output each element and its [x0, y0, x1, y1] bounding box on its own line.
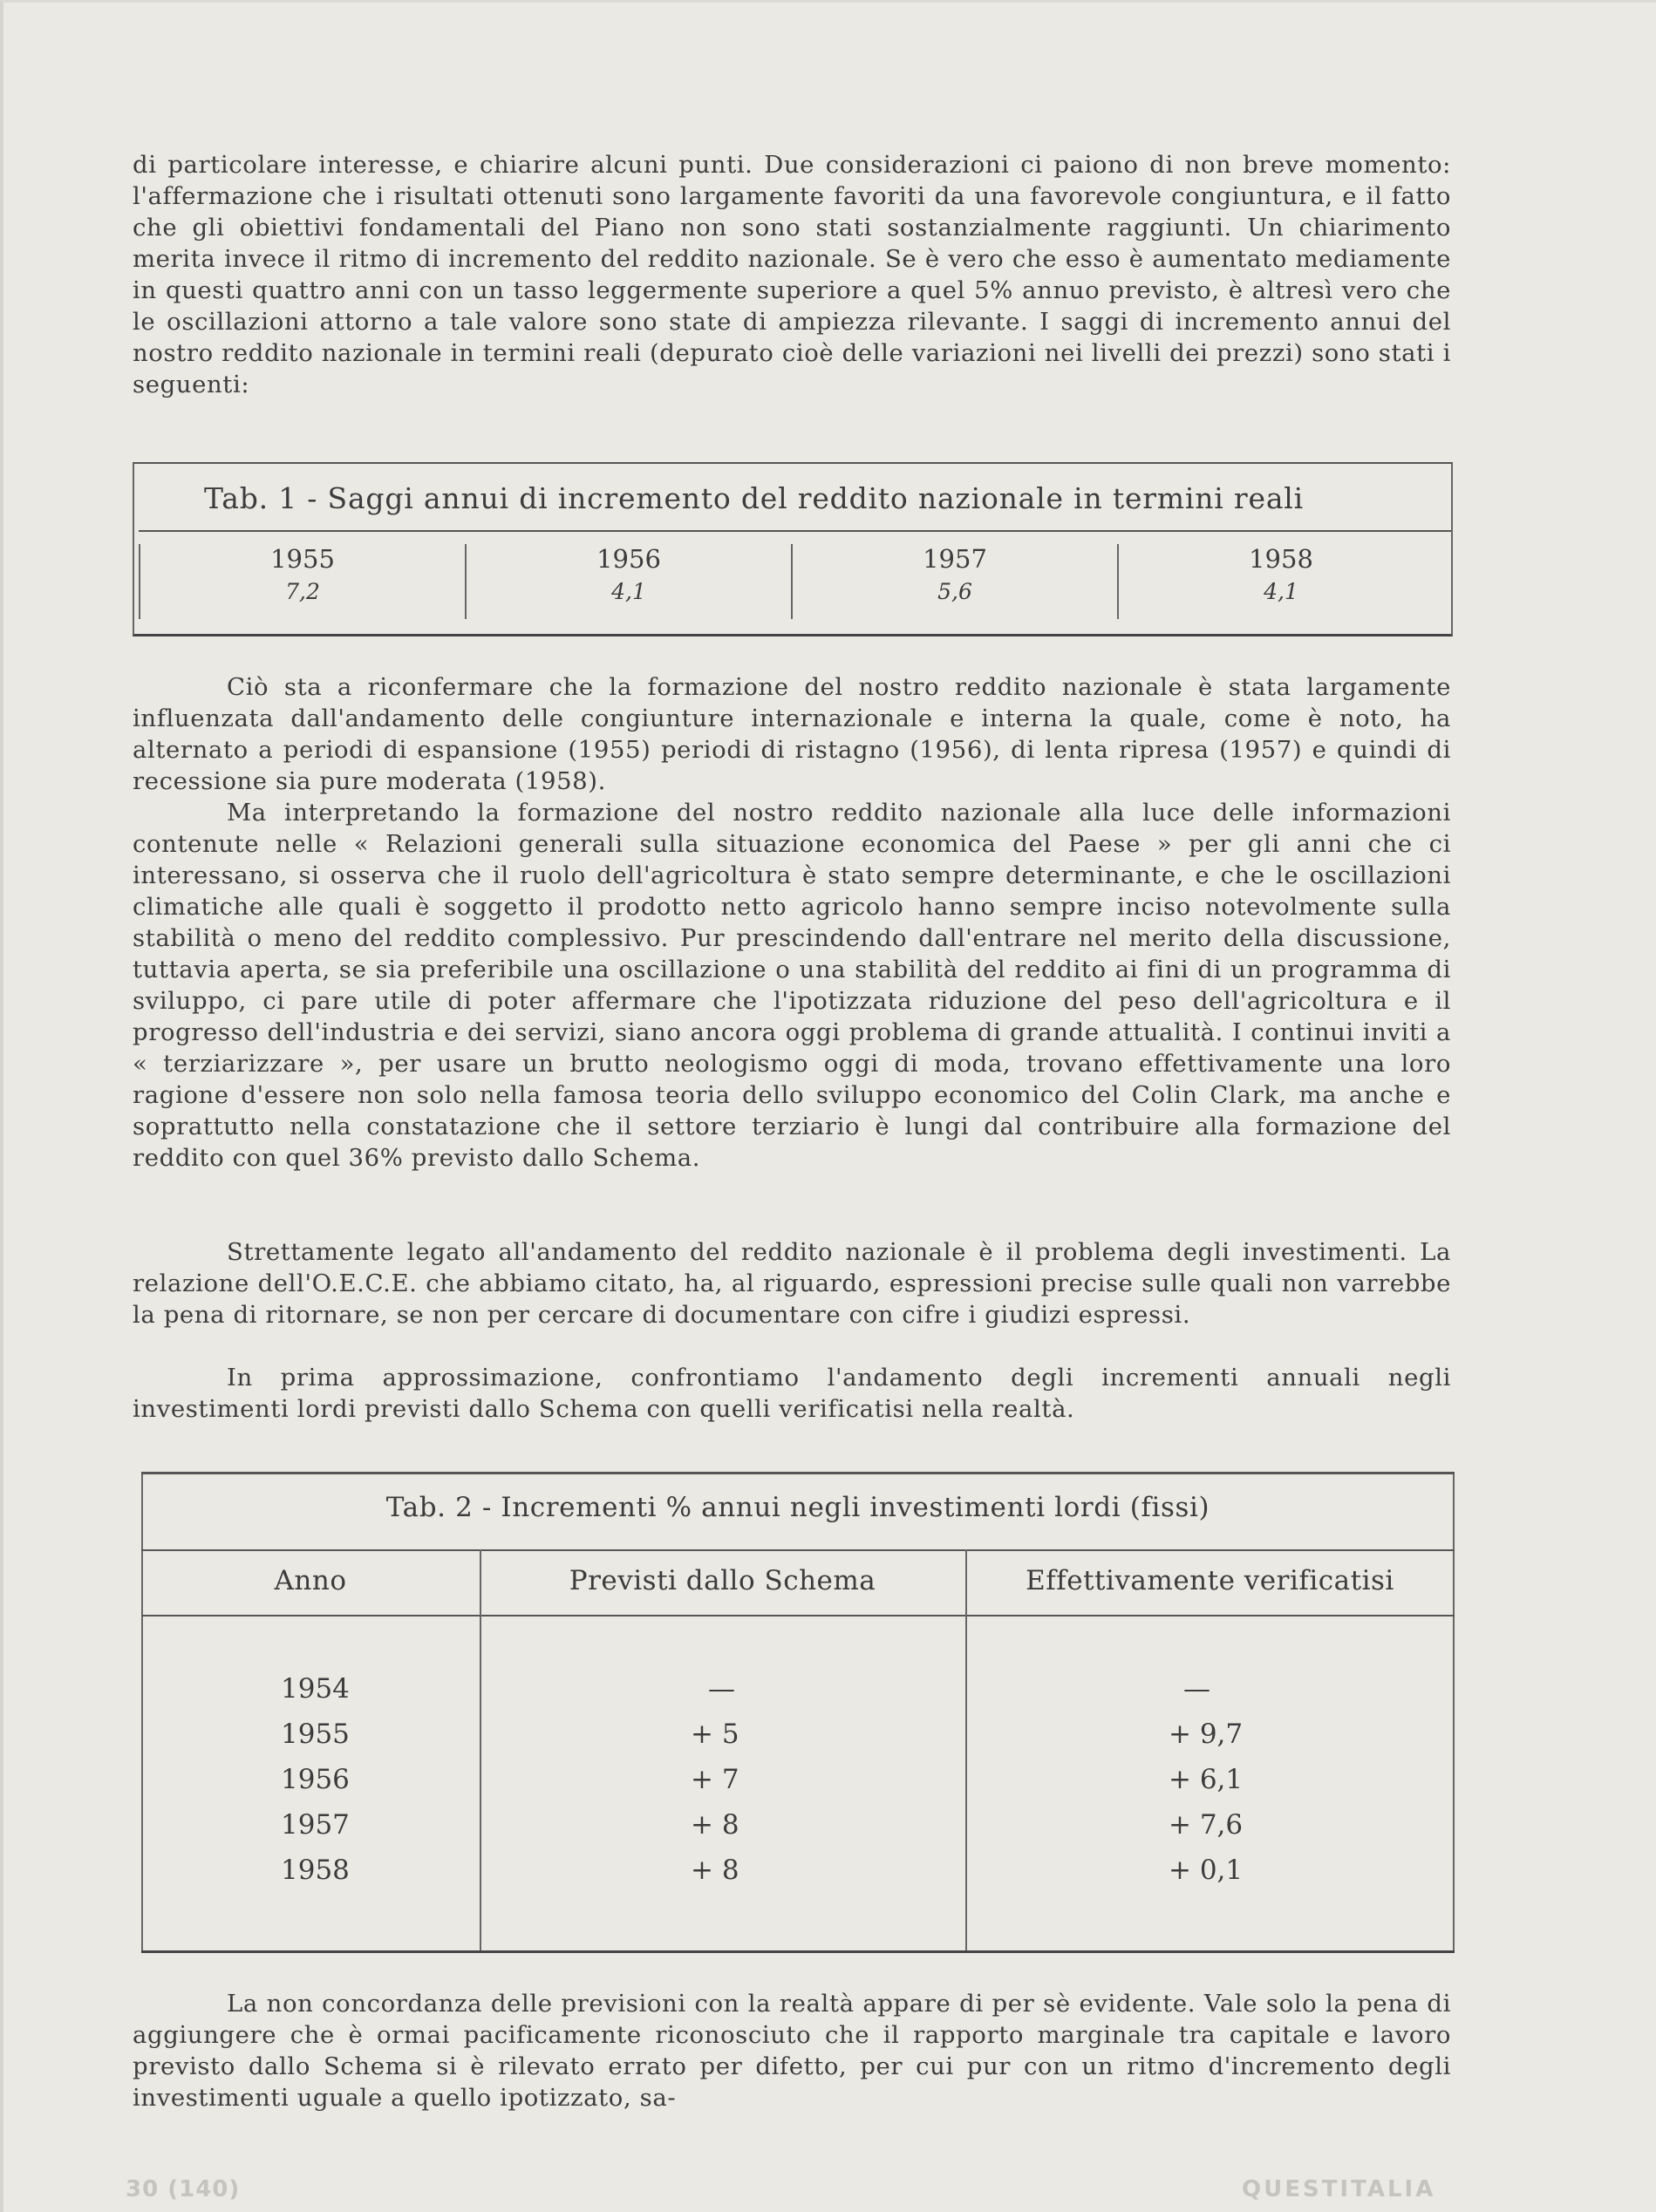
table-1: [133, 462, 1453, 636]
table-2-year: 1956: [281, 1764, 350, 1795]
table-2-effettivi: —: [1183, 1673, 1210, 1705]
publication-name: QUESTITALIA: [1242, 2176, 1436, 2202]
table-2: [141, 1472, 1455, 1953]
table-2-previsti: + 7: [691, 1764, 739, 1795]
table-1-value: 4,1: [1264, 579, 1298, 604]
table-1-title: Tab. 1 - Saggi annui di incremento del reddito nazionale in termini reali: [204, 481, 1305, 515]
table-1-value: 7,2: [285, 579, 320, 604]
table-1-divider: [139, 530, 1451, 532]
body-paragraph: In prima approssimazione, confrontiamo l'andamento degli incrementi annuali negli investimenti lordi previsti dallo Schema con quelli verificatisi nella realtà.: [133, 1364, 1451, 1423]
table-2-effettivi: + 6,1: [1169, 1764, 1244, 1795]
table-2-previsti: + 8: [691, 1809, 739, 1841]
table-2-year: 1955: [281, 1719, 350, 1750]
table-2-divider: [141, 1549, 1455, 1551]
table-2-previsti: + 8: [691, 1855, 739, 1886]
table-1-year: 1955: [270, 544, 335, 574]
table-1-cell: [1117, 544, 1443, 619]
table-2-effettivi: + 0,1: [1169, 1855, 1244, 1886]
body-paragraph: Ciò sta a riconfermare che la formazione del nostro reddito nazionale è stata largamente influenzata dall'andamento delle congiunture internazionale e interna la quale, come è noto, ha alternato a periodi di espansione (1955) periodi di ristagno (1956), di lenta ripresa (1957) e quindi di recessione sia pure moderata (1958).: [133, 673, 1451, 795]
table-2-year: 1954: [281, 1673, 350, 1705]
table-2-header-previsti: Previsti dallo Schema: [569, 1565, 876, 1596]
page-folio: 30 (140): [126, 2176, 241, 2202]
table-2-previsti: —: [708, 1673, 735, 1705]
table-1-year: 1958: [1249, 544, 1313, 574]
table-1-year: 1957: [923, 544, 987, 574]
table-2-column-divider: [480, 1549, 481, 1950]
table-1-cell: [791, 544, 1117, 619]
table-2-divider: [141, 1615, 1455, 1616]
table-2-year: 1957: [281, 1809, 350, 1841]
table-2-title: Tab. 2 - Incrementi % annui negli investimenti lordi (fissi): [385, 1492, 1210, 1523]
table-2-column-divider: [965, 1549, 967, 1950]
table-2-previsti: + 5: [691, 1719, 739, 1750]
table-2-year: 1958: [281, 1855, 350, 1886]
body-paragraph: Ma interpretando la formazione del nostro reddito nazionale alla luce delle informazioni contenute nelle « Relazioni generali sulla situazione economica del Paese » per gli anni che ci interessano, si osserva che il ruolo dell'agricoltura è stato sempre determinante, e che le oscillazioni climatiche alle quali è soggetto il prodotto netto agricolo hanno sempre inciso notevolmente sulla stabilità o meno del reddito complessivo. Pur prescindendo dall'entrare nel merito della discussione, tuttavia aperta, se sia preferibile una oscillazione o una stabilità del reddito ai fini di un programma di sviluppo, ci pare utile di poter affermare che l'ipotizzata riduzione del peso dell'agricoltura e il progresso dell'industria e dei servizi, siano ancora oggi problema di grande attualità. I continui inviti a « terziarizzare », per usare un brutto neologismo oggi di moda, trovano effettivamente una loro ragione d'essere non solo nella famosa teoria dello sviluppo economico del Colin Clark, ma anche e soprattutto nella constatazione che il settore terziario è lungi dal contribuire alla formazione del reddito con quel 36% previsto dallo Schema.: [133, 799, 1451, 1172]
body-paragraph-closing: La non concordanza delle previsioni con la realtà appare di per sè evidente. Vale solo la pena di aggiungere che è ormai pacificamente riconosciuto che il rapporto marginale tra capitale e lavoro previsto dallo Schema si è rilevato errato per difetto, per cui pur con un ritmo d'incremento degli investimenti uguale a quello ipotizzato, sa-: [133, 1990, 1451, 2112]
body-paragraph: Strettamente legato all'andamento del reddito nazionale è il problema degli investimenti. La relazione dell'O.E.C.E. che abbiamo citato, ha, al riguardo, espressioni precise sulle quali non varrebbe la pena di ritornare, se non per cercare di documentare con cifre i giudizi espressi.: [133, 1238, 1451, 1329]
table-2-header-effettivi: Effettivamente verificatisi: [1026, 1565, 1394, 1596]
table-1-value: 4,1: [611, 579, 646, 604]
table-2-border-left: [141, 1474, 143, 1950]
table-2-header-anno: Anno: [274, 1565, 347, 1596]
table-1-cell: [139, 544, 465, 619]
table-2-effettivi: + 9,7: [1169, 1719, 1244, 1750]
table-1-cell: [465, 544, 791, 619]
table-2-effettivi: + 7,6: [1169, 1809, 1244, 1841]
table-2-border-right: [1453, 1474, 1455, 1950]
body-paragraph-intro: di particolare interesse, e chiarire alcuni punti. Due considerazioni ci paiono di non breve momento: l'affermazione che i risultati ottenuti sono largamente favoriti da una favorevole congiuntura, e il fatto che gli obiettivi fondamentali del Piano non sono stati sostanzialmente raggiunti. Un chiarimento merita invece il ritmo di incremento del reddito nazionale. Se è vero che esso è aumentato mediamente in questi quattro anni con un tasso leggermente superiore a quel 5% annuo previsto, è altresì vero che le oscillazioni attorno a tale valore sono state di ampiezza rilevante. I saggi di incremento annui del nostro reddito nazionale in termini reali (depurato cioè delle variazioni nei livelli dei prezzi) sono stati i seguenti:: [133, 151, 1451, 398]
table-1-year: 1956: [596, 544, 661, 574]
table-1-value: 5,6: [937, 579, 972, 604]
